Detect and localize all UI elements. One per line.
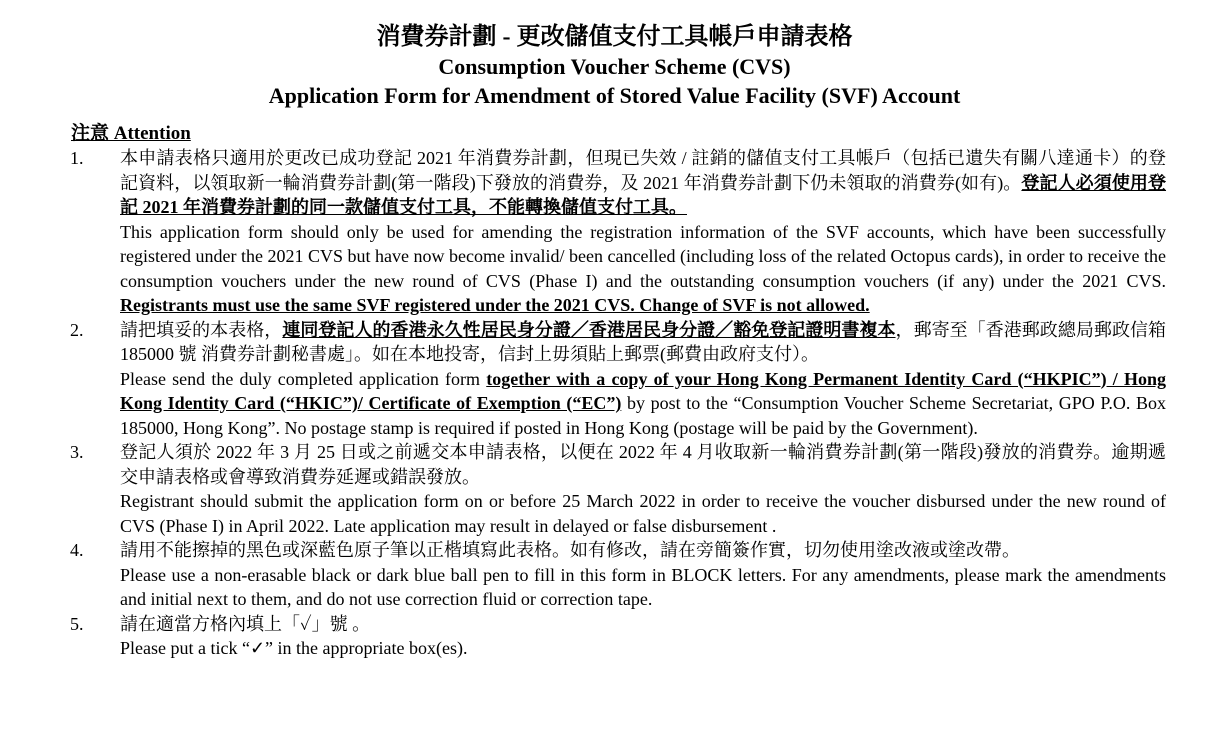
text: 請把填妥的本表格， — [120, 319, 283, 340]
emphasis-text: Registrants must use the same SVF registered under the 2021 CVS. Change of SVF is not allowed. — [120, 295, 870, 315]
emphasis-text: together with a copy of your Hong Kong Permanent Identity Card (“HKPIC”) / Hong Kong Identity Card (“HKIC”)/ Certificate of Exemption (“EC”) — [120, 368, 1166, 413]
item-text-en — [120, 367, 1166, 441]
item-text-zh: 登記人須於 2022 年 3 月 25 日或之前遞交本申請表格，以便在 2022 年 4 月收取新一輪消費券計劃(第一階段)發放的消費券。逾期遞交申請表格或會導致消費券延遲或錯誤發放。 — [120, 442, 1166, 487]
item-text-en: Registrant should submit the application form on or before 25 March 2022 in order to receive the voucher disbursed under the new round of CVS (Phase I) in April 2022. Late application may result in delayed or false disbursement . — [120, 491, 1166, 536]
item-text-en — [120, 220, 1166, 318]
list-item — [70, 146, 1167, 318]
text: This application form should only be used for amending the registration information of the SVF accounts, which have been successfully registered under the 2021 CVS but have now become invalid/ been cancelled (including loss of the related Octopus cards), in order to receive the consumption vouchers under the new round of CVS (Phase I) and the outstanding consumption vouchers (if any) under the 2021 CVS. — [120, 221, 1166, 291]
attention-heading: 注意 Attention — [71, 123, 191, 144]
item-number: 4. — [70, 540, 84, 560]
item-number: 3. — [70, 442, 84, 462]
item-text-zh: 請在適當方格內填上「✓」號 。 — [120, 613, 371, 634]
item-text-zh — [120, 318, 1166, 367]
item-number: 2. — [70, 319, 84, 340]
text: by post to the “Consumption Voucher Scheme Secretariat, GPO P.O. Box 185000, Hong Kong”. No postage stamp is required if posted in Hong Kong (postage will be paid by the Government). — [120, 393, 1166, 438]
item-number: 1. — [70, 148, 84, 168]
text: ，郵寄至「香港郵政總局郵政信箱 185000 號 消費券計劃秘書處」。如在本地投寄，信封上毋須貼上郵票(郵費由政府支付）。 — [120, 319, 1167, 364]
title-form: Application Form for Amendment of Stored Value Facility (SVF) Account — [268, 83, 961, 108]
instructions-list — [0, 146, 1229, 661]
list-item — [70, 440, 1166, 538]
item-text-en: Please use a non-erasable black or dark blue ball pen to fill in this form in BLOCK letters. For any amendments, please mark the amendments and initial next to them, and do not use correction fluid or correction tape. — [120, 564, 1166, 609]
list-item — [70, 538, 1166, 612]
item-text-en: Please put a tick “✓” in the appropriate box(es). — [120, 638, 468, 658]
text: 本申請表格只適用於更改已成功登記 2021 年消費券計劃，但現已失效 / 註銷的儲值支付工具帳戶（包括已遺失有關八達通卡）的登記資料，以領取新一輪消費券計劃(第一階段)下發放的消費券，及 2021 年消費券計劃下仍未領取的消費券(如有)。 — [120, 148, 1166, 193]
title-chinese: 消費券計劃 - 更改儲值支付工具帳戶申請表格 — [376, 24, 853, 50]
list-item — [70, 318, 1167, 441]
title-scheme: Consumption Voucher Scheme (CVS) — [438, 54, 791, 79]
text: Please send the duly completed application form — [120, 368, 487, 389]
list-item — [70, 612, 1166, 661]
item-text-zh — [120, 146, 1166, 220]
form-header — [0, 0, 1229, 110]
emphasis-text: 連同登記人的香港永久性居民身分證／香港居民身分證／豁免登記證明書複本 — [282, 319, 896, 340]
emphasis-text: 登記人必須使用登記 2021 年消費券計劃的同一款儲值支付工具，不能轉換儲值支付工具。 — [120, 172, 1167, 217]
item-text-zh: 請用不能擦掉的黑色或深藍色原子筆以正楷填寫此表格。如有修改，請在旁簡簽作實，切勿使用塗改液或塗改帶。 — [120, 540, 1020, 560]
item-number: 5. — [70, 613, 84, 634]
